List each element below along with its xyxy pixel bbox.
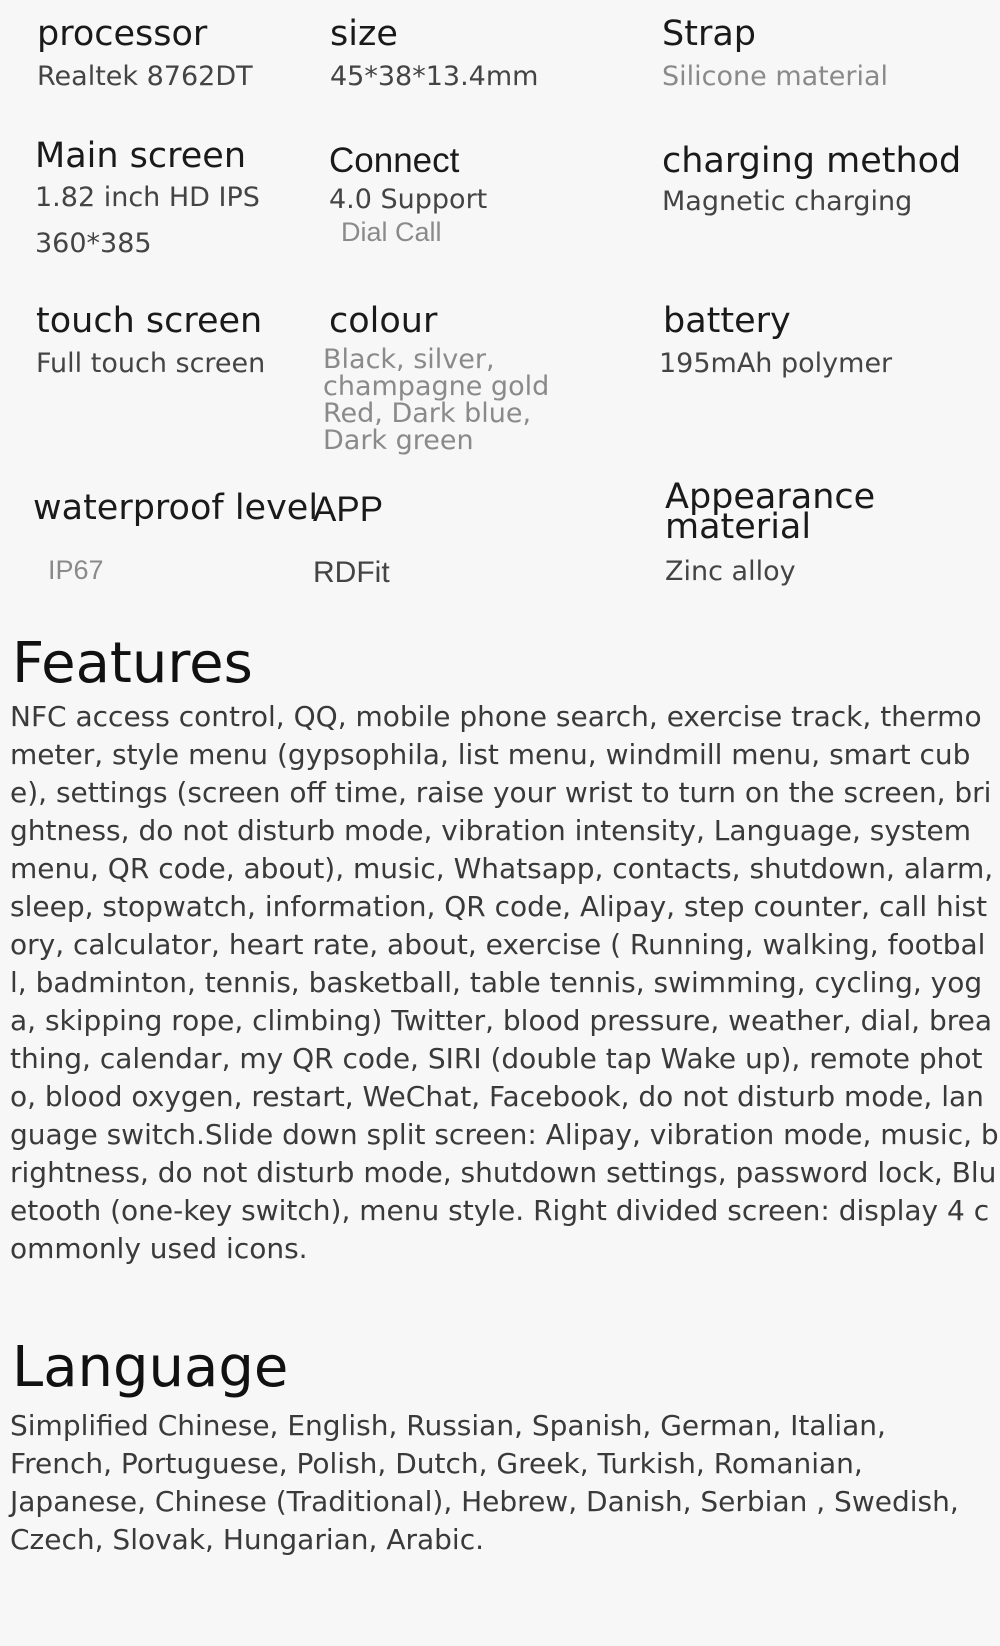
spec-value: Full touch screen xyxy=(36,347,266,379)
spec-label: Strap xyxy=(662,14,756,54)
spec-value: 195mAh polymer xyxy=(659,347,893,379)
spec-value: Magnetic charging xyxy=(662,185,913,217)
spec-strap xyxy=(662,16,888,94)
spec-value: Black, silver, champagne gold Red, Dark blue, Dark green xyxy=(323,343,550,456)
spec-value: Zinc alloy xyxy=(665,556,796,587)
spec-value: IP67 xyxy=(48,554,104,585)
spec-processor xyxy=(37,16,253,94)
features-body: NFC access control, QQ, mobile phone search, exercise track, thermometer, style menu (gypsophila, list menu, windmill menu, smart cube), settings (screen off time, raise your wrist to turn on the screen, brightness, do not disturb mode, vibration intensity, Language, system menu, QR code, about), music, Whatsapp, contacts, shutdown, alarm, sleep, stopwatch, information, QR code, Alipay, step counter, call history, calculator, heart rate, about, exercise ( Running, walking, football, badminton, tennis, basketball, table tennis, swimming, cycling, yoga, skipping rope, climbing) Twitter, blood pressure, weather, dial, breathing, calendar, my QR code, SIRI (double tap Wake up), remote photo, blood oxygen, restart, WeChat, Facebook, do not disturb mode, language switch.Slide down split screen: Alipay, vibration mode, music, brightness, do not disturb mode, shutdown settings, password lock, Bluetooth (one-key switch), menu style. Right divided screen: display 4 commonly used icons. xyxy=(10,700,999,1265)
spec-label: size xyxy=(330,14,398,54)
spec-colour xyxy=(323,301,553,456)
spec-label: battery xyxy=(663,301,791,341)
spec-value: RDFit xyxy=(313,555,390,589)
spec-value: Realtek 8762DT xyxy=(37,60,253,92)
language-heading: Language xyxy=(12,1335,289,1400)
spec-charging-method xyxy=(662,143,961,219)
spec-main-screen xyxy=(35,138,275,267)
language-body: Simplified Chinese, English, Russian, Spanish, German, Italian, French, Portuguese, Polish, Dutch, Greek, Turkish, Romanian, Japanese, Chinese (Traditional), Hebrew, Danish, Serbian , Swedish, Czech, Slovak, Hungarian, Arabic. xyxy=(10,1409,959,1556)
spec-label: APP xyxy=(313,490,384,529)
spec-size xyxy=(330,16,538,94)
spec-value: 45*38*13.4mm xyxy=(330,60,539,92)
spec-value-line2: Dial Call xyxy=(341,216,442,247)
spec-label: processor xyxy=(37,14,208,54)
spec-label: Main screen xyxy=(35,136,247,176)
spec-label: touch screen xyxy=(36,301,263,341)
spec-value: 4.0 Support xyxy=(329,183,488,215)
spec-label: Connect xyxy=(329,141,460,180)
spec-label: Appearance material xyxy=(665,477,876,547)
spec-touch-screen xyxy=(36,303,265,381)
spec-value: 1.82 inch HD IPS 360*385 xyxy=(35,181,260,259)
features-heading: Features xyxy=(12,631,253,696)
spec-waterproof-level xyxy=(33,490,318,588)
spec-connect xyxy=(329,143,487,248)
spec-appearance-material xyxy=(665,477,876,589)
spec-battery xyxy=(659,301,893,381)
spec-value: Silicone material xyxy=(662,60,889,92)
spec-label: charging method xyxy=(662,141,962,181)
spec-label: waterproof level xyxy=(33,488,319,528)
spec-label: colour xyxy=(329,301,438,341)
spec-app xyxy=(313,492,390,592)
